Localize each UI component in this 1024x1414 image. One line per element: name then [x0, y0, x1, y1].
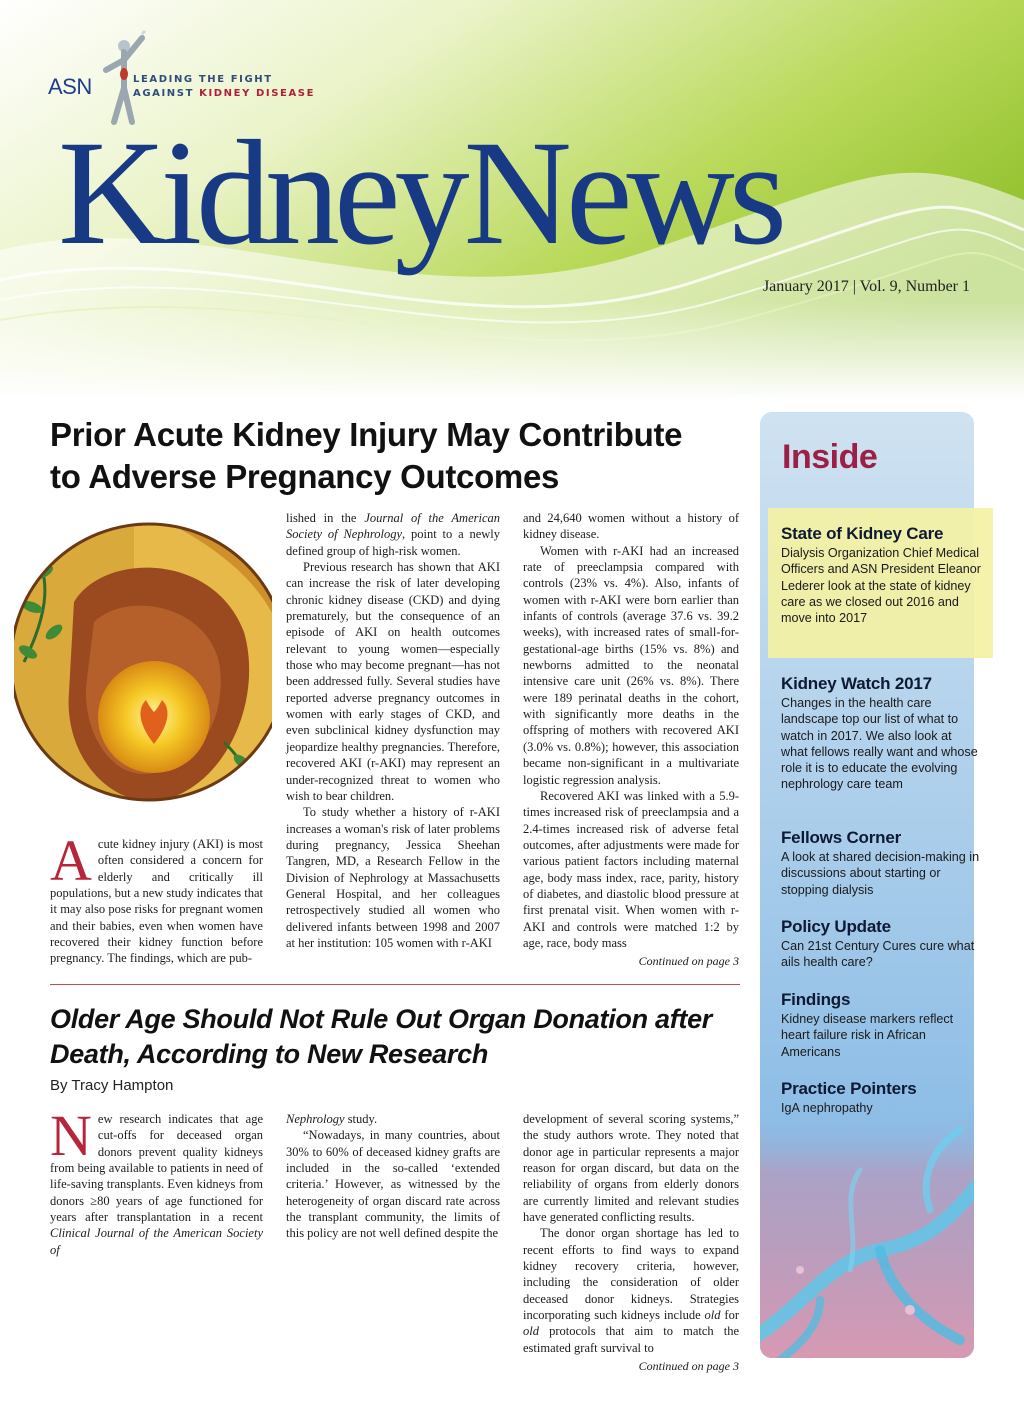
- publication-title: KidneyNews: [58, 110, 782, 276]
- tagline-line1: LEADING THE FIGHT: [133, 74, 273, 85]
- article2-col3-old2: old: [523, 1324, 539, 1339]
- issue-info: January 2017 | Vol. 9, Number 1: [762, 278, 970, 295]
- asn-tagline: [133, 73, 315, 101]
- tagline-emphasis: KIDNEY DISEASE: [199, 88, 316, 99]
- article2-continued-link[interactable]: Continued on page 3: [638, 1359, 739, 1374]
- article2-headline-line2: Death, According to New Research: [50, 1039, 489, 1069]
- article1-continued-link[interactable]: Continued on page 3: [638, 954, 739, 969]
- sidebar-item-findings[interactable]: [781, 990, 981, 1060]
- article1-col3-p3: Recovered AKI was linked with a 5.9-times increased risk of preeclampsia and a 2.4-times increased risk of adverse fetal outcomes, after adjustments were made for various patient factors including maternal age, body mass index, race, parity, history of diabetes, and diastolic blood pressure at first prenatal visit. When women with r-AKI and controls were matched 1:2 by age, race, body mass: [523, 788, 739, 950]
- sidebar-item-text: Dialysis Organization Chief Medical Officers and ASN President Eleanor Lederer look at the state of kidney care as we closed out 2016 and move into 2017: [781, 546, 981, 626]
- article1-col2-p1-post: , point to a newly defined group of high-risk women.: [286, 527, 501, 558]
- journal-name: Journal of the American Society of Nephrology: [286, 511, 501, 542]
- article1-column3: [523, 510, 739, 970]
- tagline-prefix: AGAINST: [133, 88, 194, 99]
- masthead: [0, 0, 1024, 400]
- article1-headline-line1: Prior Acute Kidney Injury May Contribute: [50, 416, 683, 453]
- blood-vessel-illustration: [760, 1110, 974, 1358]
- article2-col3-p2: [523, 1225, 739, 1356]
- sidebar-item-heading: State of Kidney Care: [781, 524, 944, 543]
- article2-byline: By Tracy Hampton: [50, 1077, 174, 1094]
- article1-column1: [50, 828, 263, 967]
- sidebar-item-state-of-kidney-care[interactable]: [781, 524, 981, 626]
- article2-col2-p1-post: study.: [344, 1112, 378, 1126]
- article2-col3-p2-post: protocols that aim to match the estimated graft survival to: [523, 1324, 739, 1355]
- article2-column1: [50, 1103, 263, 1258]
- article1-col1-text: cute kidney injury (AKI) is most often considered a concern for elderly and critically ill populations, but a new study indicates that it may also pose risks for pregnant women and their babies, even when women have recovered their kidney function before pregnancy. The findings, which are pub-: [50, 837, 263, 966]
- article1-headline-line2: to Adverse Pregnancy Outcomes: [50, 458, 560, 495]
- sidebar-item-text: Changes in the health care landscape top our list of what to watch in 2017. We also look at what fellows really want and whose role it is to educate the evolving nephrology care team: [781, 696, 978, 792]
- article2-col2-journal: Nephrology: [286, 1112, 345, 1126]
- article1-col2-p2: Previous research has shown that AKI can increase the risk of later developing chronic kidney disease (CKD) and dying prematurely, but the consequence of an episode of AKI on health outcomes relevant to young women—especially those who may become pregnant—has not been addressed fully. Several studies have reported adverse pregnancy outcomes in women with early stages of CKD, and even subclinical kidney dysfunction may jeopardize healthy pregnancies. Therefore, recovered AKI (r-AKI) may represent an under-recognized threat to women who wish to bear children.: [286, 560, 500, 803]
- asn-abbrev: ASN: [48, 74, 92, 99]
- article1-col3-p1: and 24,640 women without a history of kidney disease.: [523, 511, 739, 542]
- article2-col1-journal: Clinical Journal of the American Society of: [50, 1226, 263, 1257]
- sidebar-item-fellows-corner[interactable]: [781, 828, 981, 898]
- sidebar-item-policy-update[interactable]: [781, 917, 981, 971]
- sidebar-item-practice-pointers[interactable]: [781, 1079, 981, 1116]
- article2-dropcap: N: [50, 1103, 92, 1168]
- tagline-line2: [133, 87, 315, 101]
- sidebar-item-text: Kidney disease markers reflect heart failure risk in African Americans: [781, 1012, 954, 1059]
- pregnancy-illustration: [14, 512, 272, 802]
- sidebar-item-heading: Practice Pointers: [781, 1079, 917, 1098]
- article1-dropcap: A: [50, 828, 92, 893]
- article1-col2-p1-pre: lished in the: [286, 511, 365, 525]
- article1-headline: [50, 414, 750, 498]
- article2-col3-p1: development of several scoring systems,” the study authors wrote. They noted that donor age in particular represents a major reason for organ discard, but data on the reliability of organs from elderly donors are currently limited and relevant studies have generated conflicting results.: [523, 1112, 739, 1225]
- sidebar-title: Inside: [782, 438, 878, 476]
- sidebar-item-text: IgA nephropathy: [781, 1101, 873, 1115]
- article2-headline-line1: Older Age Should Not Rule Out Organ Donation after: [50, 1004, 713, 1034]
- article1-column2: [286, 510, 500, 951]
- sidebar-item-heading: Findings: [781, 990, 851, 1009]
- article-divider: [50, 984, 740, 985]
- article2-column2: [286, 1111, 500, 1242]
- sidebar-item-kidney-watch[interactable]: [781, 674, 981, 793]
- article2-col1-text: ew research indicates that age cut-offs for deceased organ donors prevent quality kidneys from being available to patients in need of life-saving transplants. Even kidneys from donors ≥80 years of age functioned for years after transplantation in a recent: [50, 1112, 263, 1225]
- article1-col2-p3: To study whether a history of r-AKI increases a woman's risk of later problems during pregnancy, Jessica Sheehan Tangren, MD, a Research Fellow in the Division of Nephrology at Massachusetts General Hospital, and her colleagues retrospectively studied all women who delivered infants between 1998 and 2007 at her institution: 105 women with r-AKI: [286, 805, 500, 950]
- article2-col3-old1: old: [704, 1308, 721, 1323]
- sidebar-item-heading: Fellows Corner: [781, 828, 902, 847]
- sidebar-item-text: A look at shared decision-making in discussions about starting or stopping dialysis: [781, 850, 980, 897]
- sidebar-item-heading: Kidney Watch 2017: [781, 674, 932, 693]
- article2-col3-p2-mid: for: [720, 1308, 739, 1323]
- article2-col3-p2-pre: The donor organ shortage has led to recent efforts to find ways to expand kidney recovery criteria, however, including the consideration of older deceased donor kidneys. Strategies incorporating such kidneys include: [523, 1226, 739, 1323]
- sidebar-item-text: Can 21st Century Cures cure what ails health care?: [781, 939, 975, 970]
- article2-headline: [50, 1002, 750, 1072]
- article1-col3-p2: Women with r-AKI had an increased rate of preeclampsia compared with controls (23% vs. 4%). Also, infants of women with r-AKI were born earlier than infants of controls (average 37.6 vs. 39.2 weeks), with increased rates of small-for-gestational-age births (15% vs. 8%) and newborns admitted to the neonatal intensive care unit (26% vs. 8%). There were 189 perinatal deaths in the cohort, with significantly more deaths in the offspring of mothers with recovered AKI (3.0% vs. 0.8%); however, this association became non-significant in a multivariate logistic regression analysis.: [523, 543, 739, 787]
- sidebar-item-heading: Policy Update: [781, 917, 891, 936]
- article2-column3: [523, 1111, 739, 1375]
- article2-col2-p2: “Nowadays, in many countries, about 30% to 60% of deceased kidney grafts are included in the so-called ‘extended criteria.’ However, as witnessed by the heterogeneity of organ discard rate across the transplant community, the limits of this policy are not well defined despite the: [286, 1128, 500, 1241]
